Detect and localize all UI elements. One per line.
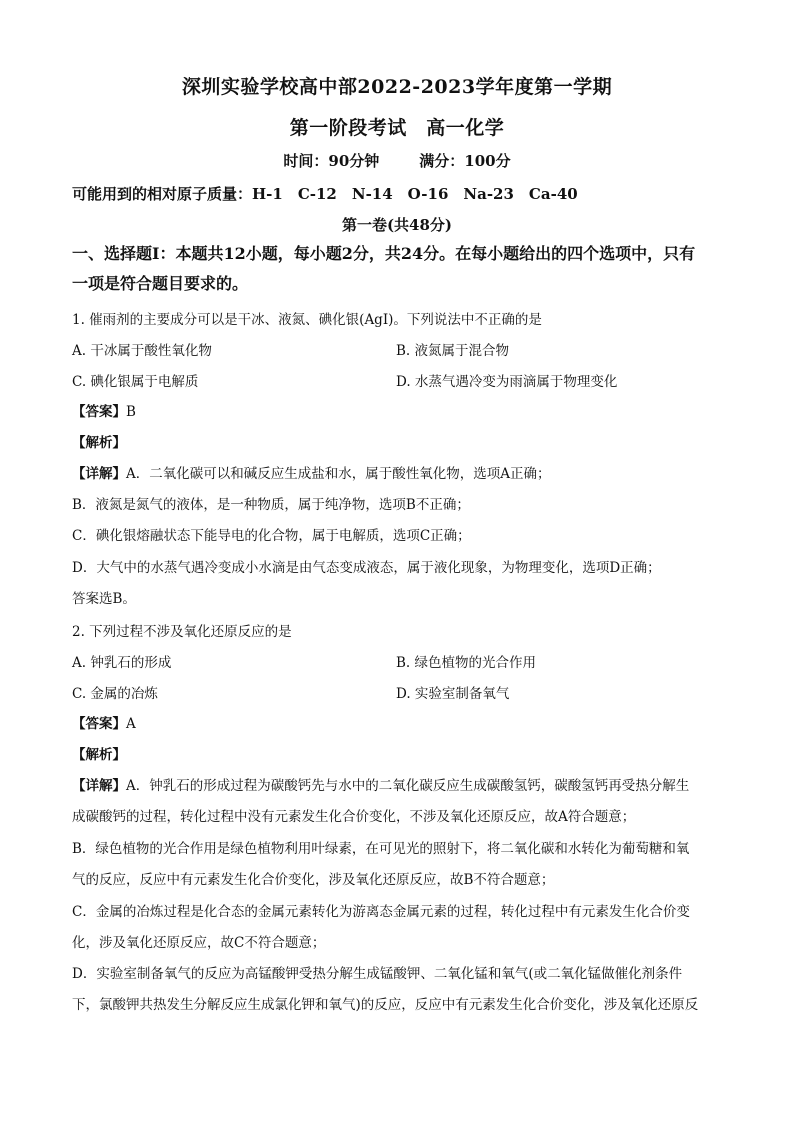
q2-option-a: A. 钟乳石的形成 [72,655,172,671]
q2-option-d: D. 实验室制备氧气 [396,686,510,702]
q2-detail-2: 成碳酸钙的过程，转化过程中没有元素发生化合价变化，不涉及氧化还原反应，故A符合题意； [72,809,636,825]
q1-detail-5: 答案选B。 [72,591,136,607]
atomic-mass-line: 可能用到的相对原子质量：H-1 C-12 N-14 O-16 Na-23 Ca-40 [72,185,578,203]
q2-analysis-tag: 【解析】 [72,747,126,763]
q2-detail-1 [72,774,689,794]
exam-title: 深圳实验学校高中部2022-2023学年度第一学期 [181,76,613,98]
q2-detail-8: 下，氯酸钾共热发生分解反应生成氯化钾和氧气)的反应，反应中有元素发生化合价变化，涉及氧化还原反 [72,997,699,1013]
q1-detail-tag: 【详解】 [72,466,126,482]
q1-option-a: A. 干冰属于酸性氧化物 [72,343,212,359]
q1-option-d: D. 水蒸气遇冷变为雨滴属于物理变化 [396,374,618,390]
q1-detail-2: B．液氮是氮气的液体，是一种物质，属于纯净物，选项B不正确； [72,497,470,513]
q2-detail-1-text: A．钟乳石的形成过程为碳酸钙先与水中的二氧化碳反应生成碳酸氢钙，碳酸氢钙再受热分解生 [126,778,690,794]
q2-answer-value: A [126,716,136,732]
q2-option-b: B. 绿色植物的光合作用 [396,655,537,671]
q1-detail-4: D．大气中的水蒸气遇冷变成小水滴是由气态变成液态，属于液化现象，为物理变化，选项D正确； [72,560,661,576]
exam-time: 时间：90分钟 [283,152,380,170]
q1-option-b: B. 液氮属于混合物 [396,343,510,359]
q1-option-c: C. 碘化银属于电解质 [72,374,199,390]
exam-time-score [0,150,794,171]
q1-stem: 1. 催雨剂的主要成分可以是干冰、液氮、碘化银(AgI)。下列说法中不正确的是 [72,312,542,328]
q1-analysis-tag: 【解析】 [72,435,126,451]
q2-detail-5: C．金属的冶炼过程是化合态的金属元素转化为游离态金属元素的过程，转化过程中有元素发生化合价变 [72,904,690,920]
q1-answer-value: B [126,404,136,420]
section-heading-line-2: 一项是符合题目要求的。 [72,274,249,293]
q1-answer [72,400,136,420]
q1-answer-tag: 【答案】 [72,404,126,420]
q2-detail-7: D．实验室制备氧气的反应为高锰酸钾受热分解生成锰酸钾、二氧化锰和氧气(或二氧化锰做催化剂条件 [72,966,683,982]
exam-full-score: 满分：100分 [419,152,511,170]
q2-answer-tag: 【答案】 [72,716,126,732]
q1-detail-1-text: A．二氧化碳可以和碱反应生成盐和水，属于酸性氧化物，选项A正确； [126,466,551,482]
q2-stem: 2. 下列过程不涉及氧化还原反应的是 [72,624,292,640]
q2-detail-4: 气的反应，反应中有元素发生化合价变化，涉及氧化还原反应，故B不符合题意； [72,872,555,888]
q1-detail-3: C．碘化银熔融状态下能导电的化合物，属于电解质，选项C正确； [72,528,471,544]
q2-detail-3: B．绿色植物的光合作用是绿色植物利用叶绿素，在可见光的照射下，将二氧化碳和水转化为葡萄糖和氧 [72,841,690,857]
q1-detail-1 [72,462,551,482]
q2-answer [72,712,136,732]
section-heading-line-1: 一、选择题Ⅰ：本题共12小题，每小题2分，共24分。在每小题给出的四个选项中，只有 [72,244,696,263]
section-heading [72,239,722,299]
q2-detail-tag: 【详解】 [72,778,126,794]
exam-subtitle: 第一阶段考试 高一化学 [289,117,505,139]
volume-heading: 第一卷(共48分) [341,216,453,234]
q2-option-c: C. 金属的冶炼 [72,686,158,702]
q2-detail-6: 化，涉及氧化还原反应，故C不符合题意； [72,935,326,951]
